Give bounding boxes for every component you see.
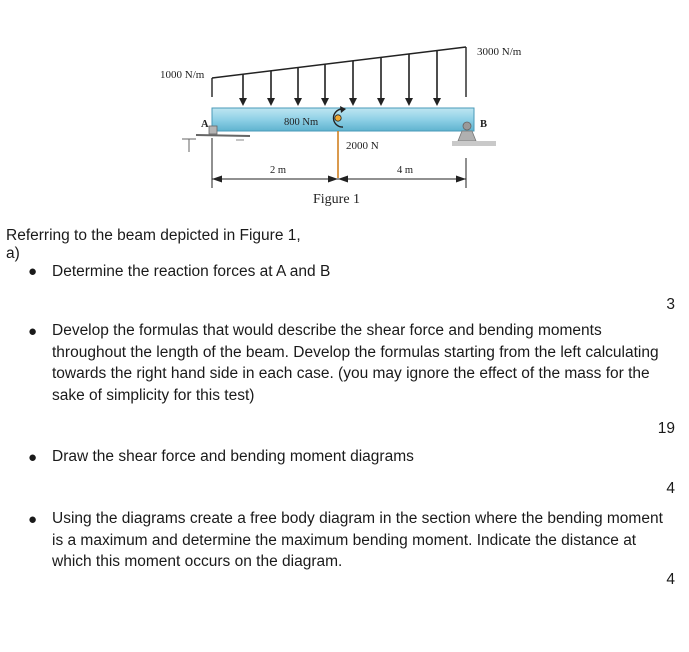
support-b-label: B (480, 119, 488, 130)
bullet-icon: ● (28, 263, 38, 280)
question-text-2: Develop the formulas that would describe the shear force and bending moments throughout the length of the beam. Develop the formulas starting from the left calculating towards the right hand side in each case. (you may ignore the effect of the mass for the sake of simplicity for this test) (52, 322, 659, 404)
moment-label: 800 Nm (284, 117, 319, 128)
bullet-icon: ● (28, 511, 38, 528)
question-text-3: Draw the shear force and bending moment diagrams (52, 448, 414, 465)
marks-1: 3 (666, 296, 675, 313)
marks-3: 4 (666, 480, 675, 497)
bullet-icon: ● (28, 323, 38, 340)
intro-line: Referring to the beam depicted in Figure 1, (6, 227, 301, 244)
point-load-label: 2000 N (346, 140, 379, 152)
marks-2: 19 (657, 420, 675, 437)
load-left-label: 1000 N/m (160, 69, 205, 81)
question-text-4: Using the diagrams create a free body diagram in the section where the bending moment is a maximum and determine the maximum bending moment. Indicate the distance at which this moment occurs on the diagram. (52, 510, 663, 570)
figure-caption: Figure 1 (313, 192, 361, 207)
question-text-1: Determine the reaction forces at A and B (52, 263, 331, 280)
support-a-label: A (201, 119, 209, 130)
marks-4: 4 (666, 571, 675, 588)
dim-right-label: 4 m (397, 165, 414, 176)
part-label: a) (6, 245, 20, 262)
dim-left-label: 2 m (270, 165, 287, 176)
load-right-label: 3000 N/m (477, 46, 522, 58)
bullet-icon: ● (28, 449, 38, 466)
